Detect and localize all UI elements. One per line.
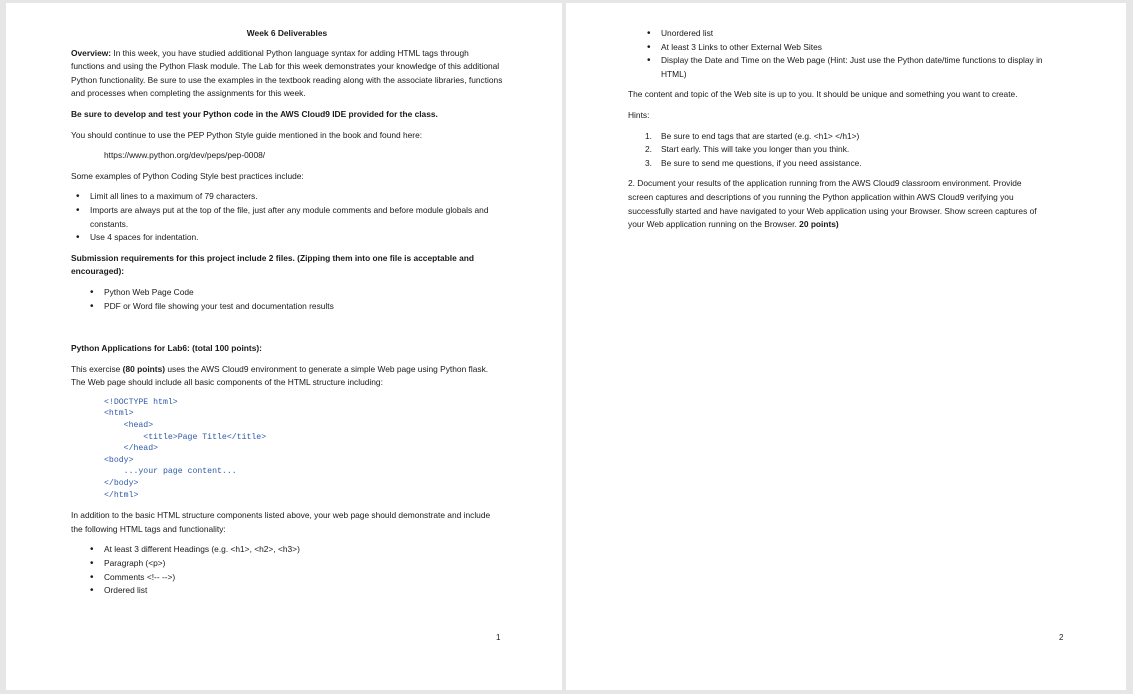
document-title: Week 6 Deliverables [246, 28, 328, 38]
list-number: 1. [645, 130, 652, 141]
exercise-paragraph [71, 363, 503, 390]
list-item: • Paragraph (<p>) [104, 557, 503, 571]
page-1-content [71, 27, 503, 605]
list-item: • Limit all lines to a maximum of 79 characters. [90, 190, 503, 204]
list-number: 2. [645, 144, 652, 155]
page-number: 2 [1059, 633, 1064, 642]
style-list [71, 190, 503, 244]
submission-list [71, 286, 503, 313]
exercise-post: uses the AWS Cloud9 environment to generate a simple Web page using Python flask. The Web page should include all basic components of the HTML structure including: [71, 363, 489, 388]
overview-text: In this week, you have studied additional Python language syntax for adding HTML tags through functions and using the Python Flask module. The Lab for this week demonstrates your knowledge of this additional Python functionality. Be sure to use the examples in the textbook reading along with the associate libraries, functions and processes when completing the assignments for this week. [71, 47, 503, 99]
list-item: • Imports are always put at the top of the file, just after any module comments and before module globals and constants. [90, 204, 503, 231]
list-item [645, 143, 1048, 157]
pep-url: https://www.python.org/dev/peps/pep-0008/ [104, 150, 266, 161]
list-item: • Use 4 spaces for indentation. [90, 231, 503, 245]
code-line: </html> [104, 490, 139, 500]
list-item: • Ordered list [104, 584, 503, 598]
code-line: <head> [104, 421, 154, 431]
code-line: ...your page content... [104, 467, 237, 477]
topic-paragraph: The content and topic of the Web site is up to you. It should be unique and something you want to create. [628, 89, 1018, 100]
list-item [645, 157, 1048, 171]
style-intro: Some examples of Python Coding Style best practices include: [71, 170, 304, 181]
list-number: 3. [645, 157, 652, 168]
hints-label: Hints: [628, 109, 650, 120]
code-line: <html> [104, 409, 134, 419]
overview-paragraph [71, 47, 503, 101]
list-item: • Python Web Page Code [104, 286, 503, 300]
apps-heading: Python Applications for Lab6: (total 100 points): [71, 343, 262, 354]
list-item: • At least 3 Links to other External Web Sites [661, 41, 1048, 55]
html-tags-list-continued [628, 27, 1048, 81]
submission-heading: Submission requirements for this project include 2 files. (Zipping them into one file is acceptable and encouraged): [71, 252, 474, 277]
document-page-1 [6, 3, 562, 690]
html-code-block [104, 397, 503, 501]
list-item: • At least 3 different Headings (e.g. <h1>, <h2>, <h3>) [104, 543, 503, 557]
html-tags-list [71, 543, 503, 597]
document-results-paragraph [628, 177, 1048, 231]
pep-intro: You should continue to use the PEP Python Style guide mentioned in the book and found here: [71, 129, 423, 140]
document-points: 20 points) [799, 219, 839, 230]
hint-text: Start early. This will take you longer than you think. [661, 144, 850, 155]
list-item: • Display the Date and Time on the Web page (Hint: Just use the Python date/time functions to display in HTML) [661, 54, 1048, 81]
page-number: 1 [496, 633, 501, 642]
list-item: • Unordered list [661, 27, 1048, 41]
overview-label: Overview: [71, 47, 112, 58]
code-line: </head> [104, 444, 159, 454]
code-line: <title>Page Title</title> [104, 432, 267, 442]
code-line: </body> [104, 479, 139, 489]
document-text: 2. Document your results of the application running from the AWS Cloud9 classroom environment. Provide screen captures and descriptions of you running the Python application within AWS Cloud9 verifying you successfully started and have navigated to your Web application using your Browser. Show screen captures of your Web application running on the Browser. [628, 178, 1037, 230]
exercise-points: (80 points) [122, 363, 166, 374]
list-item: • PDF or Word file showing your test and documentation results [104, 300, 503, 314]
document-page-2 [566, 3, 1126, 690]
hints-list [628, 130, 1048, 171]
spacer [71, 320, 503, 342]
addition-paragraph: In addition to the basic HTML structure components listed above, your web page should demonstrate and include the following HTML tags and functionality: [71, 510, 491, 534]
hint-text: Be sure to send me questions, if you need assistance. [661, 157, 862, 168]
list-item [645, 130, 1048, 144]
cloud9-note: Be sure to develop and test your Python code in the AWS Cloud9 IDE provided for the class. [71, 108, 438, 119]
code-line: <body> [104, 455, 134, 465]
list-item: • Comments <!-- -->) [104, 571, 503, 585]
page-2-content [628, 27, 1048, 239]
exercise-pre: This exercise [71, 363, 123, 374]
code-line: <!DOCTYPE html> [104, 397, 178, 407]
hint-text: Be sure to end tags that are started (e.g. <h1> </h1>) [661, 130, 860, 141]
